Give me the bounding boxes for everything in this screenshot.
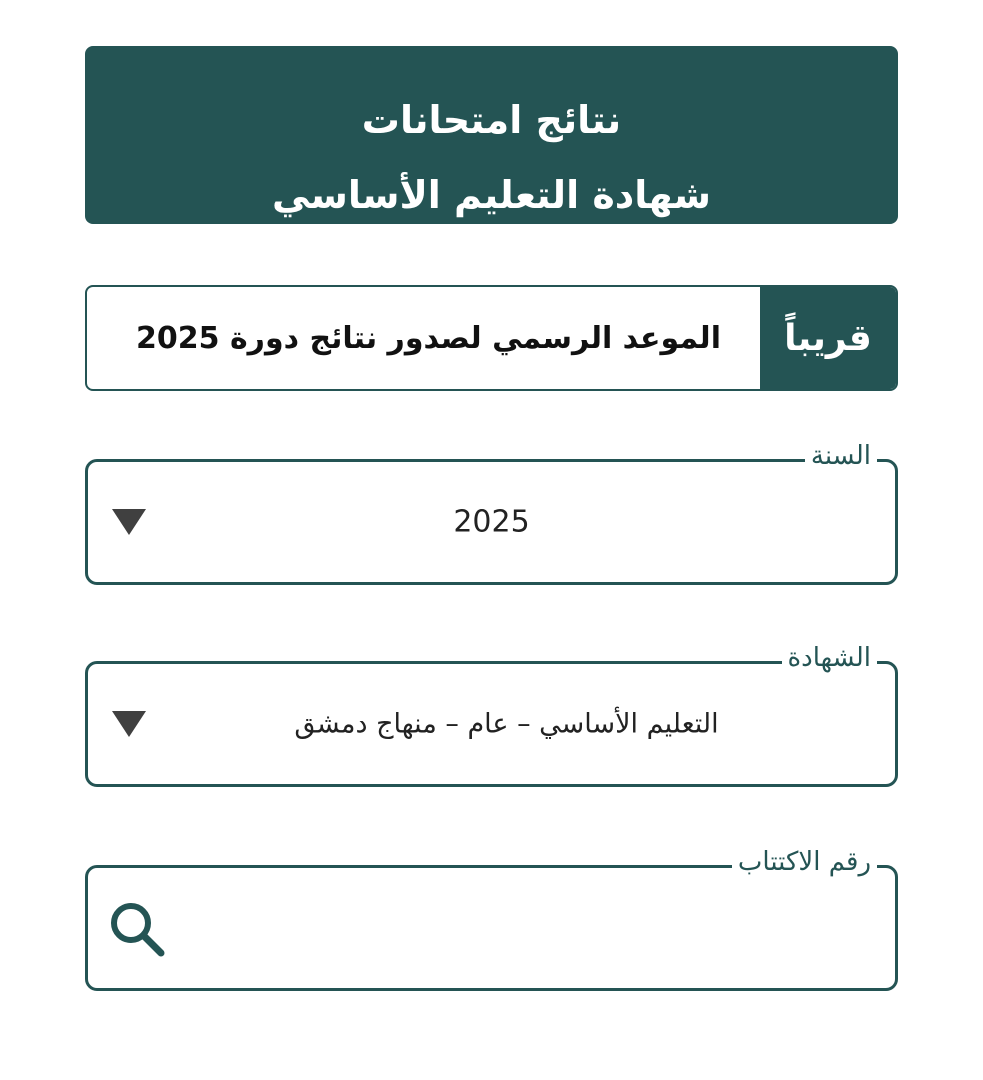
certificate-select[interactable] xyxy=(85,643,898,787)
year-label: السنة xyxy=(805,436,877,476)
search-icon[interactable] xyxy=(108,900,166,958)
announcement-banner xyxy=(85,285,898,391)
header-subtitle: شهادة التعليم الأساسي xyxy=(272,173,711,217)
dropdown-arrow-icon[interactable] xyxy=(112,711,146,737)
exam-number-label: رقم الاكتتاب xyxy=(732,842,877,882)
certificate-label: الشهادة xyxy=(782,638,877,678)
year-select[interactable] xyxy=(85,441,898,585)
exam-number-field[interactable] xyxy=(85,847,898,991)
year-value[interactable]: 2025 xyxy=(453,504,530,540)
banner-tag: قريباً xyxy=(760,287,896,389)
exam-number-input[interactable] xyxy=(178,888,879,970)
header-title: نتائج امتحانات xyxy=(361,98,622,142)
dropdown-arrow-icon[interactable] xyxy=(112,509,146,535)
banner-message: الموعد الرسمي لصدور نتائج دورة 2025 xyxy=(136,320,721,356)
page-header xyxy=(85,46,898,224)
certificate-value[interactable]: التعليم الأساسي – عام – منهاج دمشق xyxy=(294,708,719,740)
